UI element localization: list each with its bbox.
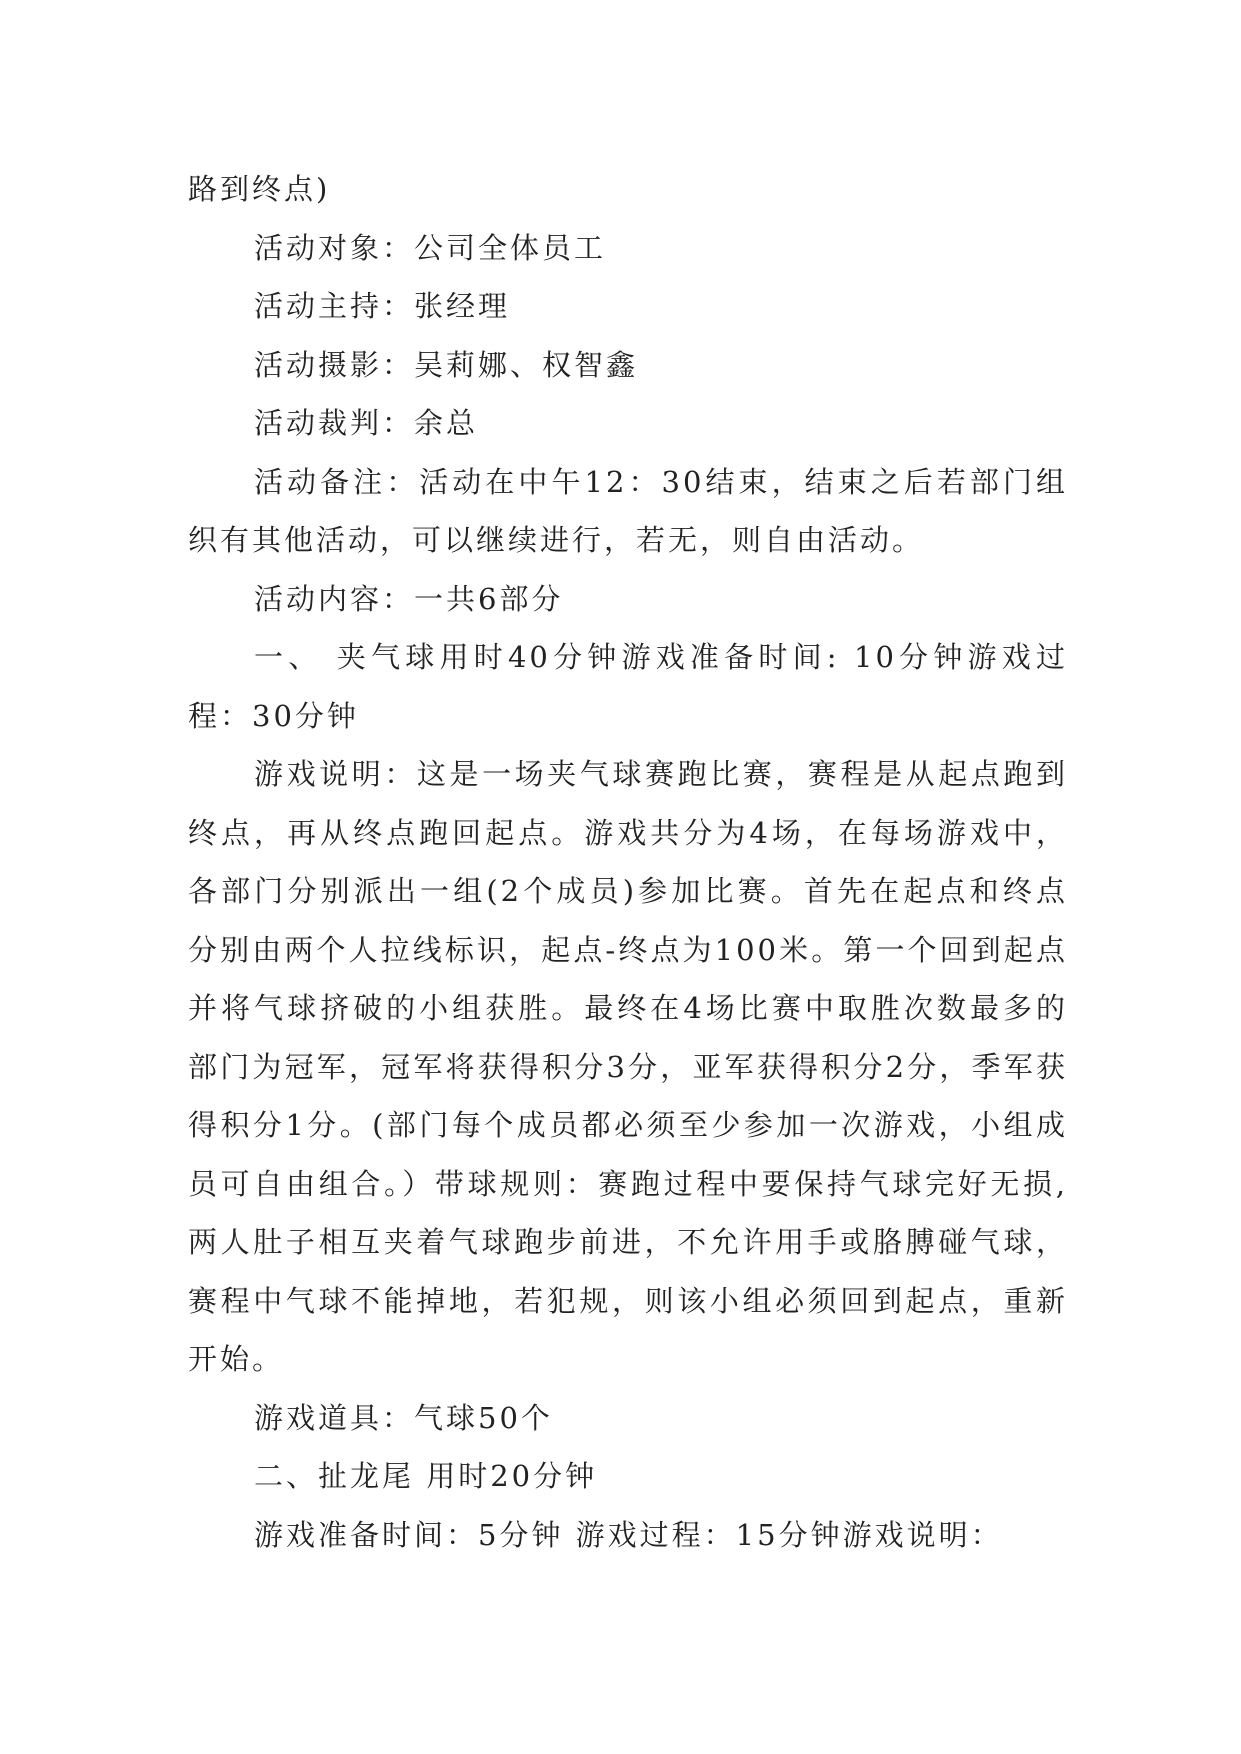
paragraph-section-two-heading: 二、扯龙尾 用时20分钟 [254,1459,598,1493]
paragraph-activity-content: 活动内容：一共6部分 [254,581,564,616]
paragraph-game-description: 游戏说明：这是一场夹气球赛跑比赛，赛程是从起点跑到终点，再从终点跑回起点。游戏共分为4场，在每场游戏中，各部门分别派出一组(2个成员)参加比赛。首先在起点和终点分别由两个人拉线标识，起点-终点为100米。第一个回到起点并将气球挤破的小组获胜。最终在4场比赛中取胜次数最多的部门为冠军，冠军将获得积分3分，亚军获得积分2分，季军获得积分1分。(部门每个成员都必须至少参加一次游戏，小组成员可自由组合。）带球规则：赛跑过程中要保持气球完好无损,两人肚子相互夹着气球跑步前进，不允许用手或胳膊碰气球，赛程中气球不能掉地，若犯规，则该小组必须回到起点，重新开始。 [188,757,1068,1376]
paragraph-activity-host: 活动主持：张经理 [254,289,511,323]
paragraph-section-two-timing: 游戏准备时间：5分钟 游戏过程：15分钟游戏说明： [254,1517,1003,1552]
paragraph-activity-referee: 活动裁判：余总 [254,406,479,440]
document-body [188,160,1068,1564]
paragraph-activity-photography: 活动摄影：吴莉娜、权智鑫 [254,347,639,382]
paragraph-section-one-heading: 一、 夹气球用时40分钟游戏准备时间: 10分钟游戏过程：30分钟 [188,640,1068,733]
paragraph-continuation: 路到终点) [188,172,331,206]
paragraph-activity-notes: 活动备注：活动在中午12：30结束，结束之后若部门组织有其他活动，可以继续进行，若无，则自由活动。 [188,464,1068,557]
paragraph-activity-target: 活动对象：公司全体员工 [254,230,607,265]
paragraph-game-props: 游戏道具：气球50个 [254,1400,553,1435]
